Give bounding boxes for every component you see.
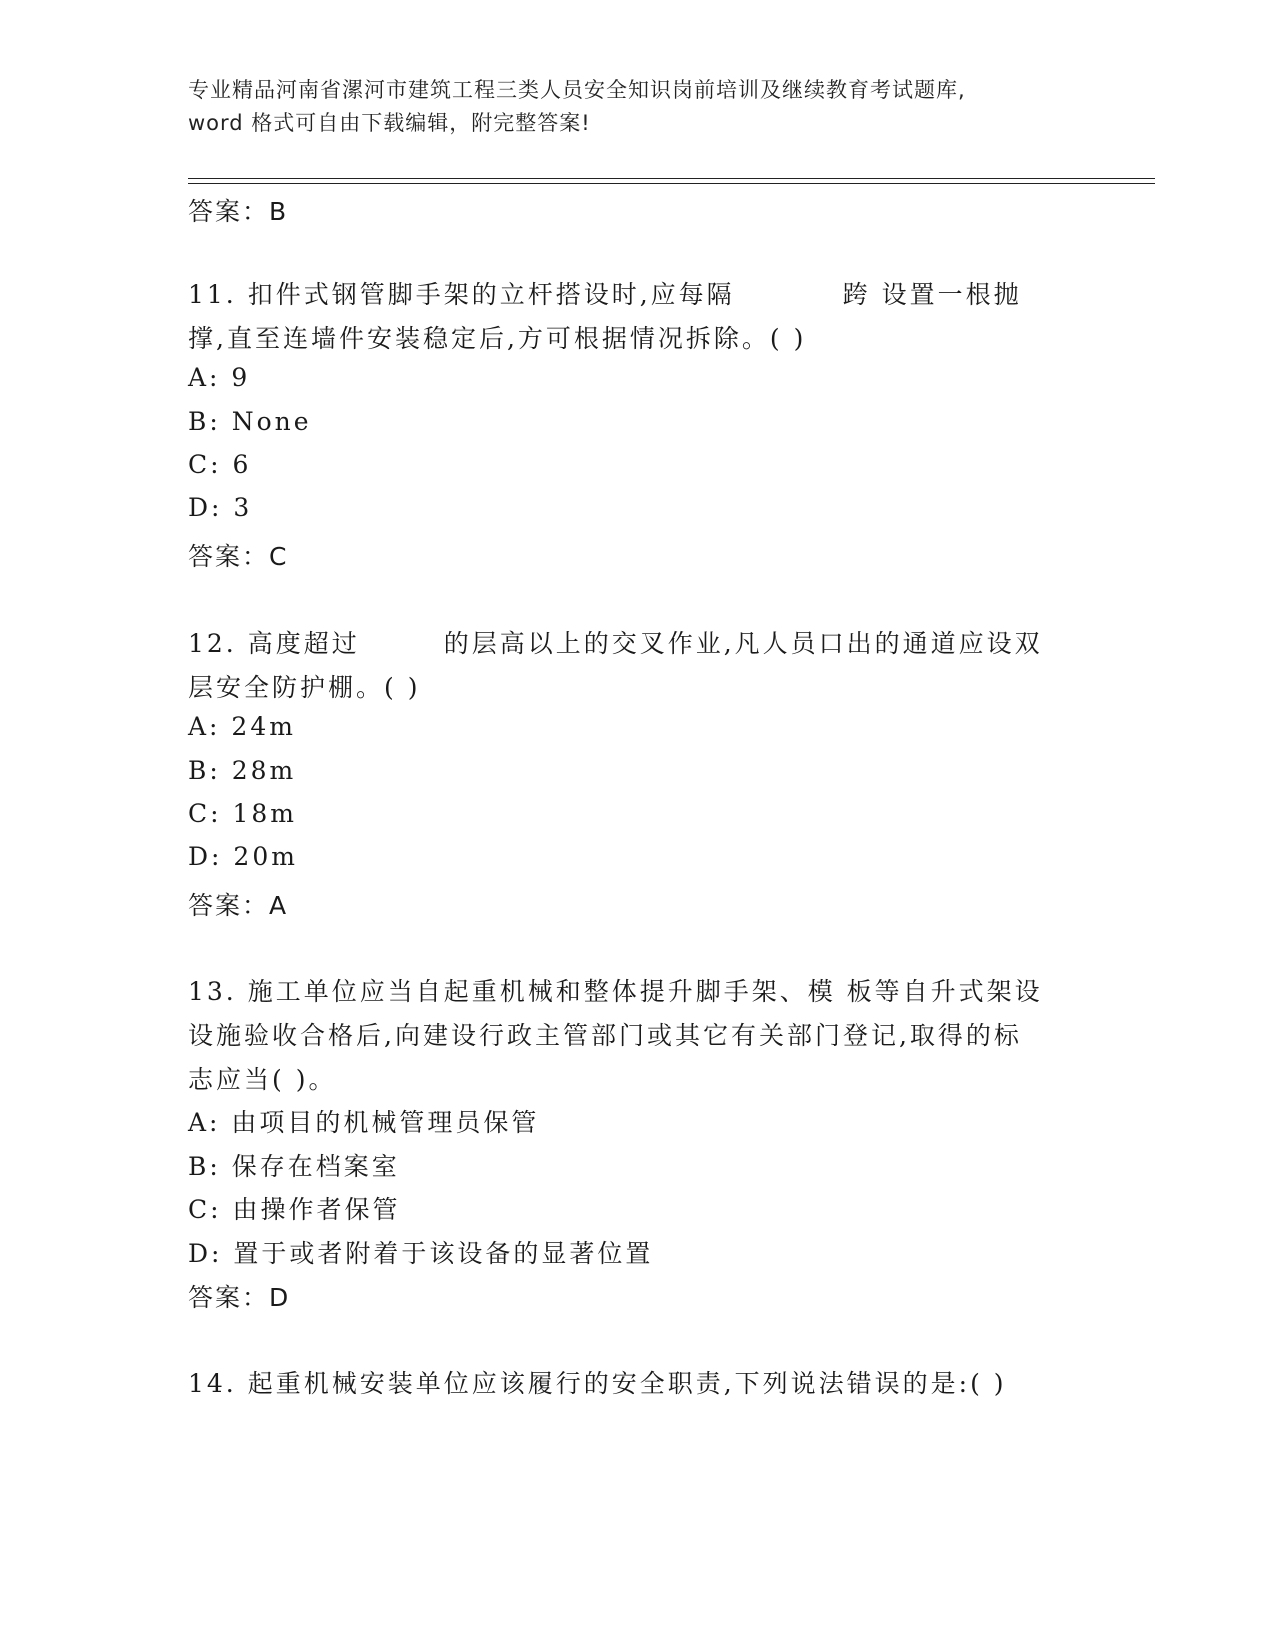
option-a: A: 24m [188,712,296,741]
question-stem-continued: 层安全防护棚。( ) [188,673,421,702]
header-rule-bottom [188,183,1155,184]
option-c: C: 由操作者保管 [188,1195,401,1224]
header-line-2: word 格式可自由下载编辑，附完整答案! [188,111,591,135]
option-d: D: 3 [188,493,253,522]
option-c: C: 18m [188,799,298,828]
option-a: A: 9 [188,363,251,392]
option-d: D: 20m [188,842,298,871]
answer: 答案：C [188,542,289,571]
question-stem-continued: 设施验收合格后,向建设行政主管部门或其它有关部门登记,取得的标 [188,1021,1022,1050]
previous-answer: 答案：B [188,197,289,226]
option-a: A: 由项目的机械管理员保管 [188,1108,540,1137]
document-header [188,74,1088,140]
header-line-1: 专业精品河南省漯河市建筑工程三类人员安全知识岗前培训及继续教育考试题库, [188,78,966,102]
question-stem: 13. 施工单位应当自起重机械和整体提升脚手架、模 板等自升式架设 [188,977,1043,1006]
option-b: B: None [188,407,312,436]
header-rule-top [188,178,1155,179]
option-c: C: 6 [188,450,252,479]
answer: 答案：D [188,1283,291,1312]
option-b: B: 28m [188,756,297,785]
option-b: B: 保存在档案室 [188,1152,400,1181]
question-stem: 12. 高度超过 的层高以上的交叉作业,凡人员口出的通道应设双 [188,629,1043,658]
question-stem-continued: 志应当( )。 [188,1065,337,1094]
answer: 答案：A [188,891,289,920]
option-d: D: 置于或者附着于该设备的显著位置 [188,1239,654,1268]
question-stem: 11. 扣件式钢管脚手架的立杆搭设时,应每隔 跨 设置一根抛 [188,280,1022,309]
question-stem-continued: 撑,直至连墙件安装稳定后,方可根据情况拆除。( ) [188,324,807,353]
question-stem: 14. 起重机械安装单位应该履行的安全职责,下列说法错误的是:( ) [188,1369,1007,1398]
